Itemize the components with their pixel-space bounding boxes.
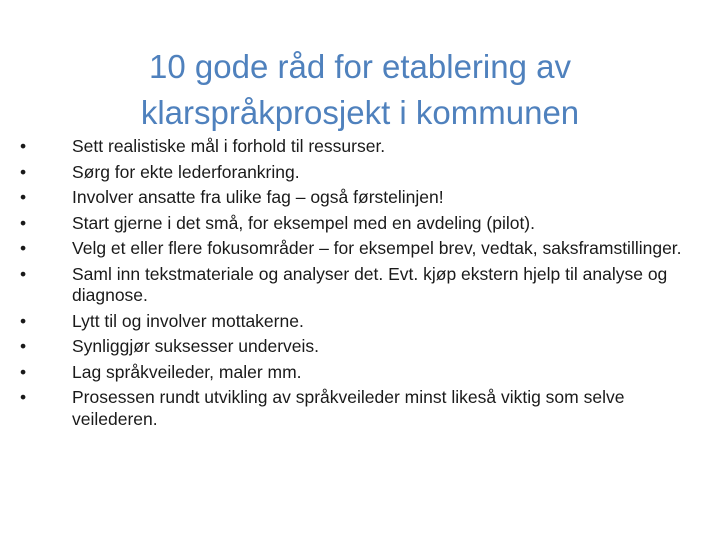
slide-title — [60, 44, 660, 136]
bullet-item — [20, 238, 700, 260]
bullet-dot-icon: • — [20, 238, 27, 258]
bullet-text: Sett realistiske mål i forhold til ressurser. — [72, 136, 386, 156]
bullet-item — [20, 213, 700, 235]
bullet-text: Prosessen rundt utvikling av språkveileder minst likeså viktig som selve veilederen. — [72, 387, 625, 429]
bullet-text: Lag språkveileder, maler mm. — [72, 361, 302, 382]
bullet-item — [20, 362, 700, 384]
bullet-text: Velg et eller flere fokusområder – for eksempel brev, vedtak, saksframstillinger. — [72, 238, 682, 258]
bullet-item — [20, 264, 700, 307]
bullet-item — [20, 311, 700, 333]
bullet-text: Involver ansatte fra ulike fag – også førstelinjen! — [72, 187, 444, 207]
bullet-item — [20, 162, 700, 184]
bullet-list — [20, 136, 700, 434]
bullet-dot-icon: • — [20, 387, 27, 407]
bullet-text: Sørg for ekte lederforankring. — [72, 161, 300, 182]
bullet-dot-icon: • — [20, 136, 27, 156]
bullet-dot-icon: • — [20, 161, 27, 182]
bullet-dot-icon: • — [20, 263, 27, 284]
bullet-dot-icon: • — [20, 336, 27, 356]
slide-title-line-2: klarspråkprosjekt i kommunen — [140, 94, 580, 132]
bullet-item — [20, 336, 700, 358]
bullet-text: Saml inn tekstmateriale og analyser det. Evt. kjøp ekstern hjelp til analyse og diagnose. — [72, 263, 668, 305]
slide-title-line-1: 10 gode råd for etablering av — [149, 48, 571, 86]
bullet-dot-icon: • — [20, 187, 27, 207]
bullet-text: Lytt til og involver mottakerne. — [72, 310, 304, 331]
bullet-item — [20, 136, 700, 158]
bullet-item — [20, 387, 700, 430]
bullet-dot-icon: • — [20, 361, 27, 382]
bullet-dot-icon: • — [20, 310, 27, 331]
bullet-item — [20, 187, 700, 209]
bullet-text: Start gjerne i det små, for eksempel med en avdeling (pilot). — [72, 212, 535, 233]
bullet-dot-icon: • — [20, 212, 27, 233]
bullet-text: Synliggjør suksesser underveis. — [72, 336, 320, 356]
